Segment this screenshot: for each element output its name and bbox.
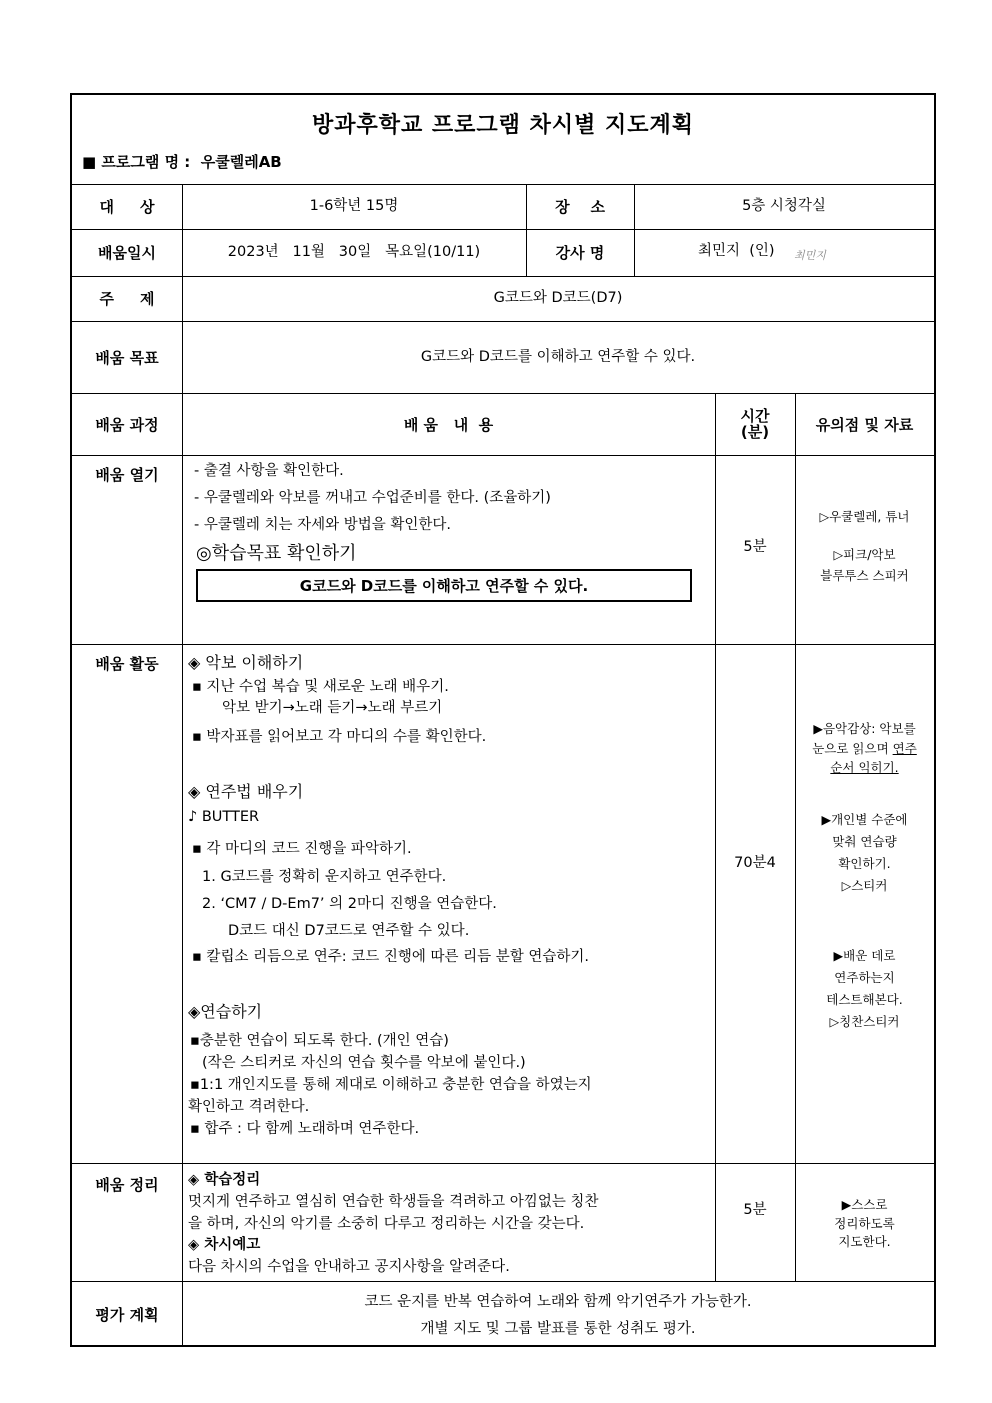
closing-note: ▶스스로 [841, 1197, 888, 1212]
divider [715, 393, 716, 1281]
activity-label: 배움 활동 [95, 655, 159, 673]
activity-note-text: 눈으로 읽으며 [812, 741, 893, 756]
activity-note [795, 739, 934, 759]
closing-line: 멋지게 연주하고 열심히 연습한 학생들을 격려하고 아낌없는 칭찬 [188, 1194, 599, 1210]
topic-label: 주 제 [99, 290, 155, 308]
activity-note: ▷스티커 [841, 878, 888, 893]
section-heading: ◈ 연주법 배우기 [188, 782, 304, 801]
target-value: 1-6학년 15명 [309, 198, 399, 215]
closing-line: 을 하며, 자신의 악기를 소중히 다루고 정리하는 시간을 갖는다. [188, 1216, 585, 1232]
topic-value: G코드와 D코드(D7) [493, 290, 623, 307]
activity-note: 확인하기. [838, 856, 891, 871]
section-heading: ◈연습하기 [188, 1002, 263, 1021]
opening-line: - 우쿨렐레 치는 자세와 방법을 확인한다. [194, 517, 451, 533]
activity-line: ♪ BUTTER [188, 809, 260, 825]
activity-line: ▪1:1 개인지도를 통해 제대로 이해하고 충분한 연습을 하였는지 [190, 1077, 592, 1093]
goal-value: G코드와 D코드를 이해하고 연주할 수 있다. [420, 348, 696, 365]
lesson-plan-document [70, 93, 936, 1347]
activity-note: ▶음악감상: 악보를 [813, 721, 916, 736]
activity-time: 70분4 [734, 854, 776, 871]
activity-note: ▶배운 데로 [833, 948, 896, 963]
goal-heading: ◎학습목표 확인하기 [196, 543, 357, 564]
activity-line: D코드 대신 D7코드로 연주할 수 있다. [228, 923, 470, 939]
date-value: 2023년 11월 30일 목요일(10/11) [227, 244, 481, 261]
place-value: 5층 시청각실 [742, 198, 826, 215]
activity-note: 연주하는지 [834, 970, 895, 985]
closing-label: 배움 정리 [95, 1176, 159, 1194]
activity-line: ▪ 박자표를 읽어보고 각 마디의 수를 확인한다. [192, 729, 487, 745]
activity-line: (작은 스티커로 자신의 연습 횟수를 악보에 붙인다.) [202, 1055, 526, 1071]
opening-line: - 출결 사항을 확인한다. [194, 463, 344, 479]
divider [72, 644, 934, 645]
goal-box: G코드와 D코드를 이해하고 연주할 수 있다. [196, 569, 692, 602]
activity-note: ▶개인별 수준에 [821, 812, 908, 827]
goal-label: 배움 목표 [95, 348, 159, 367]
activity-line: 1. G코드를 정확히 운지하고 연주한다. [202, 869, 447, 885]
activity-line: 2. ‘CM7 / D-Em7’ 의 2마디 진행을 연습한다. [202, 896, 497, 912]
process-header-stage: 배움 과정 [95, 415, 159, 434]
signature: 최민지 [794, 249, 826, 262]
section-heading: ◈ 차시예고 [188, 1237, 261, 1253]
activity-line: ▪충분한 연습이 되도록 한다. (개인 연습) [190, 1033, 449, 1049]
activity-line: ▪ 칼립소 리듬으로 연주: 코드 진행에 따른 리듬 분할 연습하기. [192, 949, 589, 965]
activity-note: 순서 익히기. [830, 760, 899, 775]
process-header-content: 배 움 내 용 [403, 415, 494, 434]
evaluation-line: 코드 운지를 반복 연습하여 노래와 함께 악기연주가 가능한가. [364, 1294, 752, 1310]
activity-note: 맞춰 연습량 [832, 834, 897, 849]
activity-line: ▪ 각 마디의 코드 진행을 파악하기. [192, 841, 412, 857]
activity-note: 테스트해본다. [826, 992, 903, 1007]
activity-line: ▪ 지난 수업 복습 및 새로운 노래 배우기. [192, 679, 449, 695]
target-label: 대 상 [99, 198, 155, 216]
activity-line: ▪ 합주 : 다 함께 노래하며 연주한다. [190, 1121, 420, 1137]
opening-note: ▷피크/악보 [833, 547, 896, 562]
activity-note-underline: 연주 [892, 741, 917, 756]
closing-line: 다음 차시의 수업을 안내하고 공지사항을 알려준다. [188, 1259, 510, 1275]
section-heading: ◈ 학습정리 [188, 1172, 261, 1188]
closing-time: 5분 [743, 1201, 767, 1218]
opening-label: 배움 열기 [95, 466, 159, 484]
program-name: ■ 프로그램 명 : 우쿨렐레AB [82, 153, 282, 171]
date-label: 배움일시 [98, 244, 156, 262]
activity-line: 확인하고 격려한다. [188, 1099, 310, 1115]
opening-line: - 우쿨렐레와 악보를 꺼내고 수업준비를 한다. (조율하기) [194, 490, 551, 506]
closing-note: 정리하도록 [834, 1216, 895, 1231]
teacher-label: 강사 명 [555, 244, 605, 262]
teacher-value: 최민지 (인) [698, 243, 775, 259]
section-heading: ◈ 악보 이해하기 [188, 653, 304, 672]
closing-note: 지도한다. [838, 1234, 891, 1249]
evaluation-label: 평가 계획 [95, 1305, 159, 1324]
activity-line: 악보 받기→노래 듣기→노래 부르기 [222, 700, 443, 716]
process-header-notes: 유의점 및 자료 [815, 415, 914, 434]
document-title: 방과후학교 프로그램 차시별 지도계획 [311, 112, 694, 138]
process-header-time: 시간 (분) [740, 406, 770, 441]
divider [72, 1163, 934, 1164]
divider [72, 455, 934, 456]
opening-note: 블루투스 스피커 [820, 568, 909, 583]
divider [72, 1281, 934, 1282]
activity-note: ▷칭찬스티커 [829, 1014, 900, 1029]
opening-time: 5분 [743, 538, 767, 555]
place-label: 장 소 [555, 198, 605, 216]
opening-note: ▷우쿨렐레, 튜너 [819, 509, 910, 524]
evaluation-line: 개별 지도 및 그룹 발표를 통한 성취도 평가. [420, 1321, 696, 1337]
